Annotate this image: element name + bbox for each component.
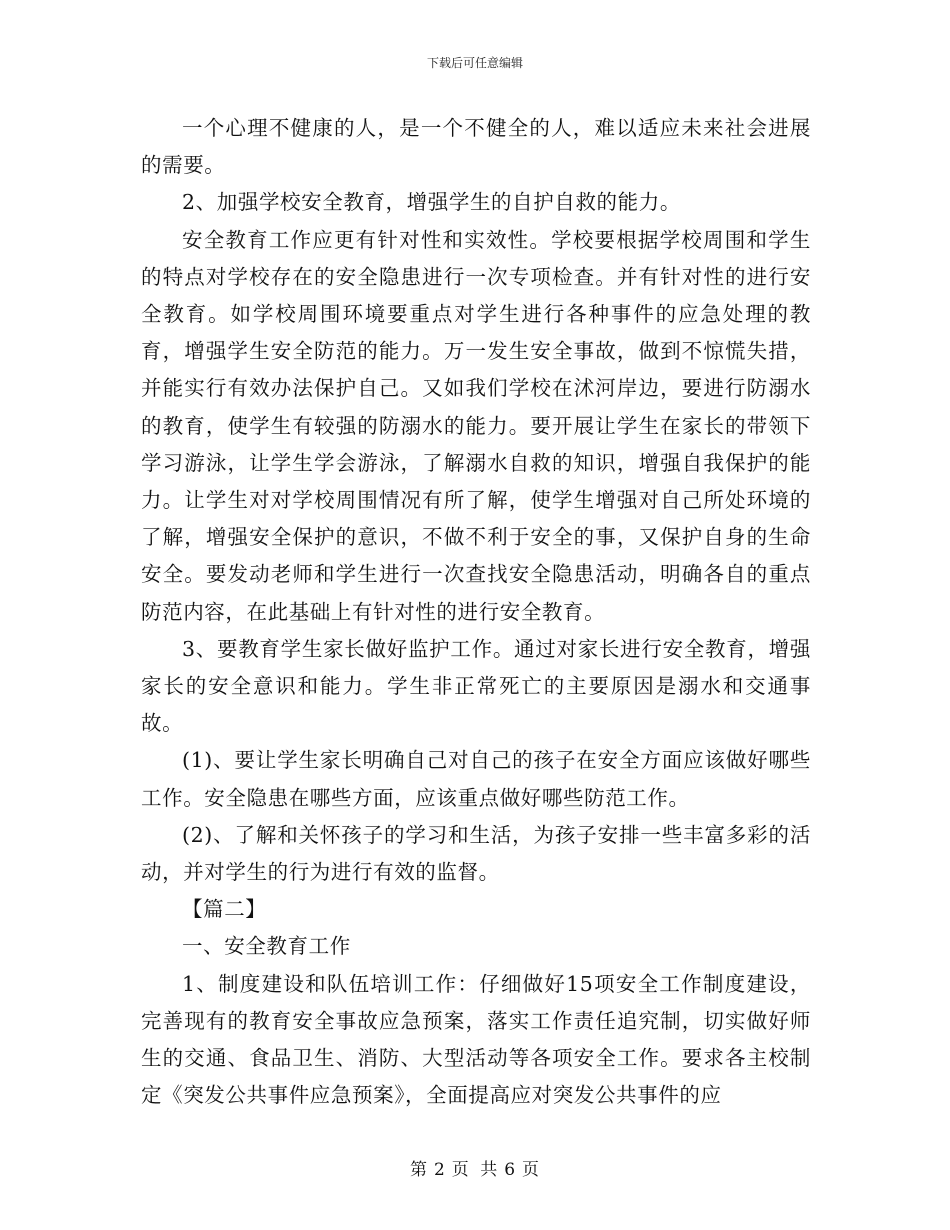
- paragraph-2: 2、加强学校安全教育，增强学生的自护自救的能力。: [182, 190, 681, 215]
- document-body: [141, 110, 811, 1114]
- page-footer: [0, 1155, 950, 1180]
- subsection-heading: 一、安全教育工作: [182, 934, 351, 959]
- paragraph-1: 一个心理不健康的人，是一个不健全的人，难以适应未来社会进展的需要。: [141, 116, 811, 178]
- page-header: 下载后可任意编辑: [426, 56, 523, 70]
- footer-middle: 页 共: [451, 1160, 499, 1180]
- paragraph-7: 1、制度建设和队伍培训工作：仔细做好15项安全工作制度建设，完善现有的教育安全事故应急预案，落实工作责任追究制，切实做好师生的交通、食品卫生、消防、大型活动等各项安全工作。要求各主校制定《突发公共事件应急预案》，全面提高应对突发公共事件的应: [141, 971, 811, 1108]
- paragraph-3: 安全教育工作应更有针对性和实效性。学校要根据学校周围和学生的特点对学校存在的安全隐患进行一次专项检查。并有针对性的进行安全教育。如学校周围环境要重点对学生进行各种事件的应急处理的教育，增强学生安全防范的能力。万一发生安全事故，做到不惊慌失措，并能实行有效办法保护自己。又如我们学校在沭河岸边，要进行防溺水的教育，使学生有较强的防溺水的能力。要开展让学生在家长的带领下学习游泳，让学生学会游泳，了解溺水自救的知识，增强自我保护的能力。让学生对对学校周围情况有所了解，使学生增强对自己所处环境的了解，增强安全保护的意识，不做不利于安全的事，又保护自身的生命安全。要发动老师和学生进行一次查找安全隐患活动，明确各自的重点防范内容，在此基础上有针对性的进行安全教育。: [141, 227, 811, 624]
- footer-total-pages: 6: [504, 1160, 517, 1180]
- footer-suffix: 页: [522, 1160, 541, 1180]
- paragraph-6: (2)、了解和关怀孩子的学习和生活，为孩子安排一些丰富多彩的活动，并对学生的行为进行有效的监督。: [141, 822, 811, 885]
- footer-page-number: 2: [433, 1160, 446, 1180]
- section-heading: 【篇二】: [182, 897, 267, 922]
- footer-prefix: 第: [409, 1160, 428, 1180]
- paragraph-4: 3、要教育学生家长做好监护工作。通过对家长进行安全教育，增强家长的安全意识和能力。学生非正常死亡的主要原因是溺水和交通事故。: [141, 636, 811, 736]
- paragraph-5: (1)、要让学生家长明确自己对自己的孩子在安全方面应该做好哪些工作。安全隐患在哪些方面，应该重点做好哪些防范工作。: [141, 748, 811, 810]
